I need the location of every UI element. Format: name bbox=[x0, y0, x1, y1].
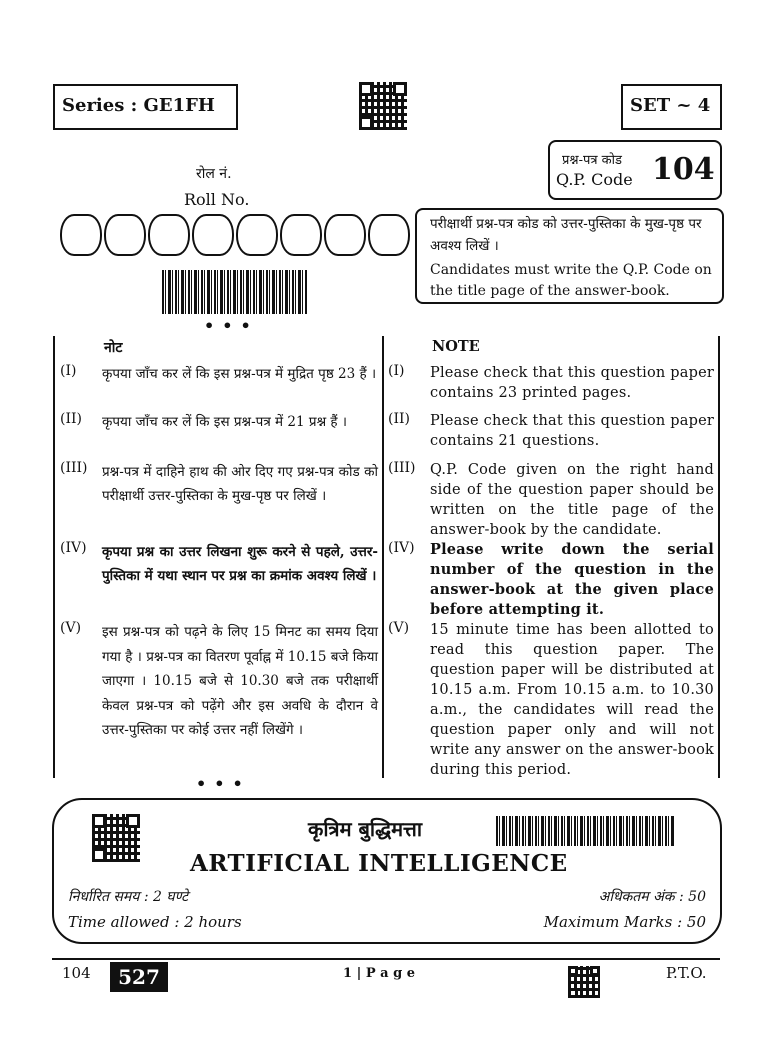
roll-digit-box[interactable] bbox=[104, 214, 146, 256]
note-number: (I) bbox=[388, 363, 405, 379]
subject-title-en: ARTIFICIAL INTELLIGENCE bbox=[190, 850, 568, 877]
roll-digit-box[interactable] bbox=[192, 214, 234, 256]
note-item-en bbox=[388, 620, 718, 780]
page-number: 1 | P a g e bbox=[343, 966, 415, 981]
time-allowed-en: Time allowed : 2 hours bbox=[68, 913, 242, 931]
qp-label-hi: प्रश्न-पत्र कोड bbox=[562, 153, 622, 168]
instruction-en: Candidates must write the Q.P. Code on the title page of the answer-book. bbox=[430, 262, 712, 299]
max-marks-hi: अधिकतम अंक : 50 bbox=[598, 889, 706, 905]
roll-digit-box[interactable] bbox=[148, 214, 190, 256]
roll-number-boxes[interactable] bbox=[60, 214, 412, 256]
note-item-hi bbox=[60, 411, 378, 433]
barcode-icon bbox=[496, 816, 674, 846]
qp-code-value: 104 bbox=[652, 152, 715, 187]
footer-badge: 527 bbox=[110, 962, 168, 992]
note-number: (III) bbox=[388, 460, 416, 476]
note-number: (IV) bbox=[60, 540, 87, 556]
separator-dots: ••• bbox=[196, 774, 251, 793]
note-number: (I) bbox=[60, 363, 77, 379]
roll-label-en: Roll No. bbox=[184, 190, 250, 209]
note-text-en: Please write down the serial number of the question in the answer-book at the given place before attempting it. bbox=[430, 541, 714, 618]
note-heading-hi: नोट bbox=[104, 340, 123, 356]
note-item-hi bbox=[60, 363, 378, 385]
note-number: (V) bbox=[60, 620, 82, 636]
note-text-en: Please check that this question paper contains 21 questions. bbox=[430, 413, 714, 449]
time-allowed-hi: निर्धारित समय : 2 घण्टे bbox=[68, 889, 189, 905]
note-number: (IV) bbox=[388, 540, 415, 556]
barcode-icon bbox=[162, 270, 308, 314]
note-item-hi bbox=[60, 540, 378, 588]
note-item-en bbox=[388, 411, 718, 451]
note-text-en: 15 minute time has been allotted to read this question paper. The question paper will be distributed at 10.15 a.m. From 10.15 a.m. to 10.30 a.m., the candidates will read the question paper only and will not write any answer on the answer-book during this period. bbox=[430, 622, 714, 778]
roll-digit-box[interactable] bbox=[324, 214, 366, 256]
roll-digit-box[interactable] bbox=[368, 214, 410, 256]
set-label: SET ~ 4 bbox=[630, 95, 711, 116]
qr-code-icon bbox=[568, 966, 600, 998]
right-column-border bbox=[718, 336, 720, 778]
note-number: (III) bbox=[60, 460, 88, 476]
note-item-en bbox=[388, 460, 718, 540]
note-text-hi: प्रश्न-पत्र में दाहिने हाथ की ओर दिए गए प्रश्न-पत्र कोड को परीक्षार्थी उत्तर-पुस्तिका के मुख-पृष्ठ पर लिखें । bbox=[102, 464, 378, 504]
max-marks-en: Maximum Marks : 50 bbox=[543, 913, 706, 931]
pto-label: P.T.O. bbox=[666, 964, 707, 982]
note-text-en: Q.P. Code given on the right hand side of the question paper should be written on the title page of the answer-book by the candidate. bbox=[430, 462, 714, 538]
qp-label-en: Q.P. Code bbox=[556, 170, 633, 189]
note-item-en bbox=[388, 363, 718, 403]
separator-dots: ••• bbox=[204, 316, 259, 335]
subject-title-hi: कृत्रिम बुद्धिमत्ता bbox=[308, 817, 423, 841]
roll-digit-box[interactable] bbox=[60, 214, 102, 256]
roll-digit-box[interactable] bbox=[280, 214, 322, 256]
note-item-en bbox=[388, 540, 718, 620]
instruction-hi: परीक्षार्थी प्रश्न-पत्र कोड को उत्तर-पुस्तिका के मुख-पृष्ठ पर अवश्य लिखें । bbox=[430, 216, 702, 254]
note-text-hi: कृपया जाँच कर लें कि इस प्रश्न-पत्र में मुद्रित पृष्ठ 23 हैं । bbox=[102, 366, 377, 382]
footer-code: 104 bbox=[62, 964, 91, 982]
footer-rule bbox=[52, 958, 720, 960]
note-text-hi: इस प्रश्न-पत्र को पढ़ने के लिए 15 मिनट का समय दिया गया है । प्रश्न-पत्र का वितरण पूर्वाह्न में 10.15 बजे किया जाएगा । 10.15 बजे से 10.30 बजे तक परीक्षार्थी केवल प्रश्न-पत्र को पढ़ेंगे और इस अवधि के दौरान वे उत्तर-पुस्तिका पर कोई उत्तर नहीं लिखेंगे । bbox=[102, 624, 378, 738]
note-number: (II) bbox=[388, 411, 410, 427]
note-number: (II) bbox=[60, 411, 82, 427]
qr-code-icon bbox=[359, 82, 407, 130]
note-item-hi bbox=[60, 460, 378, 508]
note-text-en: Please check that this question paper contains 23 printed pages. bbox=[430, 365, 714, 401]
note-number: (V) bbox=[388, 620, 410, 636]
roll-label-hi: रोल नं. bbox=[196, 166, 232, 182]
note-text-hi: कृपया जाँच कर लें कि इस प्रश्न-पत्र में 21 प्रश्न हैं । bbox=[102, 414, 347, 430]
note-heading-en: NOTE bbox=[432, 338, 480, 355]
qr-code-icon bbox=[92, 814, 140, 862]
note-text-hi: कृपया प्रश्न का उत्तर लिखना शुरू करने से पहले, उत्तर-पुस्तिका में यथा स्थान पर प्रश्न का क्रमांक अवश्य लिखें । bbox=[102, 544, 378, 584]
left-column-border bbox=[53, 336, 55, 778]
note-item-hi bbox=[60, 620, 378, 743]
series-label: Series : GE1FH bbox=[62, 95, 215, 116]
roll-digit-box[interactable] bbox=[236, 214, 278, 256]
middle-column-border bbox=[382, 336, 384, 778]
